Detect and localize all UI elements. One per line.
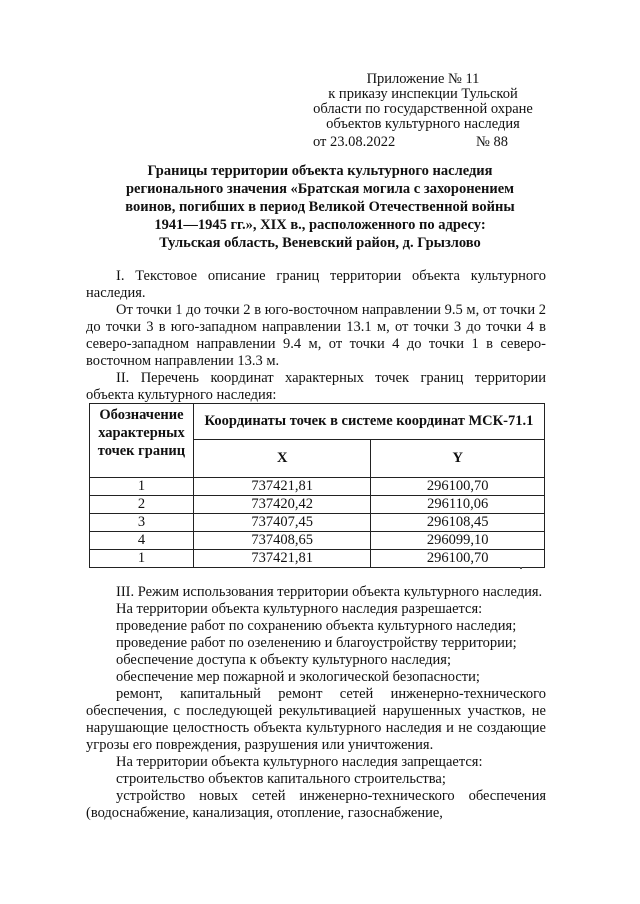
x-cell: 737420,42 (193, 496, 371, 514)
appendix-line: области по государственной охране (313, 101, 533, 117)
y-cell: 296110,06 (371, 496, 545, 514)
table-row (90, 496, 545, 514)
allowed-item: проведение работ по озеленению и благоустройству территории; (116, 635, 517, 651)
x-cell: 737421,81 (193, 478, 371, 496)
coords-system-header: Координаты точек в системе координат МСК-71.1 (193, 404, 544, 440)
allowed-item: обеспечение доступа к объекту культурного наследия; (116, 652, 452, 668)
section-1 (86, 268, 546, 404)
forbidden-item: устройство новых сетей инженерно-технического обеспечения (водоснабжение, канализация, отопление, газоснабжение, (86, 788, 546, 821)
order-date-number (313, 134, 513, 151)
forbidden-item: строительство объектов капитального строительства; (116, 771, 446, 787)
allowed-item: обеспечение мер пожарной и экологической безопасности; (116, 669, 480, 685)
table-row (90, 532, 545, 550)
section-1-heading: I. Текстовое описание границ территории объекта культурного наследия. (86, 268, 546, 301)
section-3 (86, 584, 546, 822)
point-cell: 2 (90, 496, 194, 514)
table-row (90, 550, 545, 568)
section-3-heading: III. Режим использования территории объекта культурного наследия. (116, 584, 543, 600)
section-1-text: От точки 1 до точки 2 в юго-восточном направлении 9.5 м, от точки 2 до точки 3 в юго-западном направлении 13.1 м, от точки 3 до точки 4 в северо-западном направлении 9.4 м, от точки 4 до точки 1 в северо-восточном направлении 13.3 м. (86, 302, 546, 369)
allowed-item: ремонт, капитальный ремонт сетей инженерно-технического обеспечения, с последующей рекультивацией нарушенных участков, не нарушающие целостность объекта культурного наследия и не создающие угрозы его повреждения, разрушения или уничтожения. (86, 686, 546, 753)
appendix-header (300, 72, 546, 132)
title-line: регионального значения «Братская могила с захоронением (125, 181, 515, 197)
table-row (90, 514, 545, 532)
title-line: воинов, погибших в период Великой Отечественной войны (125, 199, 515, 215)
y-header: Y (371, 440, 545, 478)
y-cell: 296100,70 (371, 478, 545, 496)
forbidden-intro: На территории объекта культурного наследия запрещается: (116, 754, 483, 770)
scan-speck (520, 567, 522, 569)
title-line: Границы территории объекта культурного наследия (147, 163, 493, 179)
x-cell: 737407,45 (193, 514, 371, 532)
title-line: Тульская область, Веневский район, д. Грызлово (159, 235, 481, 251)
appendix-line: к приказу инспекции Тульской (328, 86, 518, 102)
point-cell: 4 (90, 532, 194, 550)
order-date: от 23.08.2022 (313, 134, 396, 150)
table-row (90, 478, 545, 496)
x-cell: 737421,81 (193, 550, 371, 568)
order-number: № 88 (476, 134, 508, 150)
appendix-line: Приложение № 11 (366, 71, 480, 87)
document-title (60, 162, 580, 252)
point-cell: 1 (90, 550, 194, 568)
point-cell: 1 (90, 478, 194, 496)
x-cell: 737408,65 (193, 532, 371, 550)
point-cell: 3 (90, 514, 194, 532)
title-line: 1941—1945 гг.», XIX в., расположенного по адресу: (154, 217, 486, 233)
section-2-heading: II. Перечень координат характерных точек границ территории объекта культурного наследия: (86, 370, 546, 403)
coordinates-table (89, 403, 545, 568)
point-designation-header: Обозначение характерных точек границ (90, 404, 194, 478)
allowed-item: проведение работ по сохранению объекта культурного наследия; (116, 618, 517, 634)
y-cell: 296108,45 (371, 514, 545, 532)
appendix-line: объектов культурного наследия (326, 116, 520, 132)
y-cell: 296099,10 (371, 532, 545, 550)
x-header: X (193, 440, 371, 478)
allowed-intro: На территории объекта культурного наследия разрешается: (116, 601, 483, 617)
y-cell: 296100,70 (371, 550, 545, 568)
